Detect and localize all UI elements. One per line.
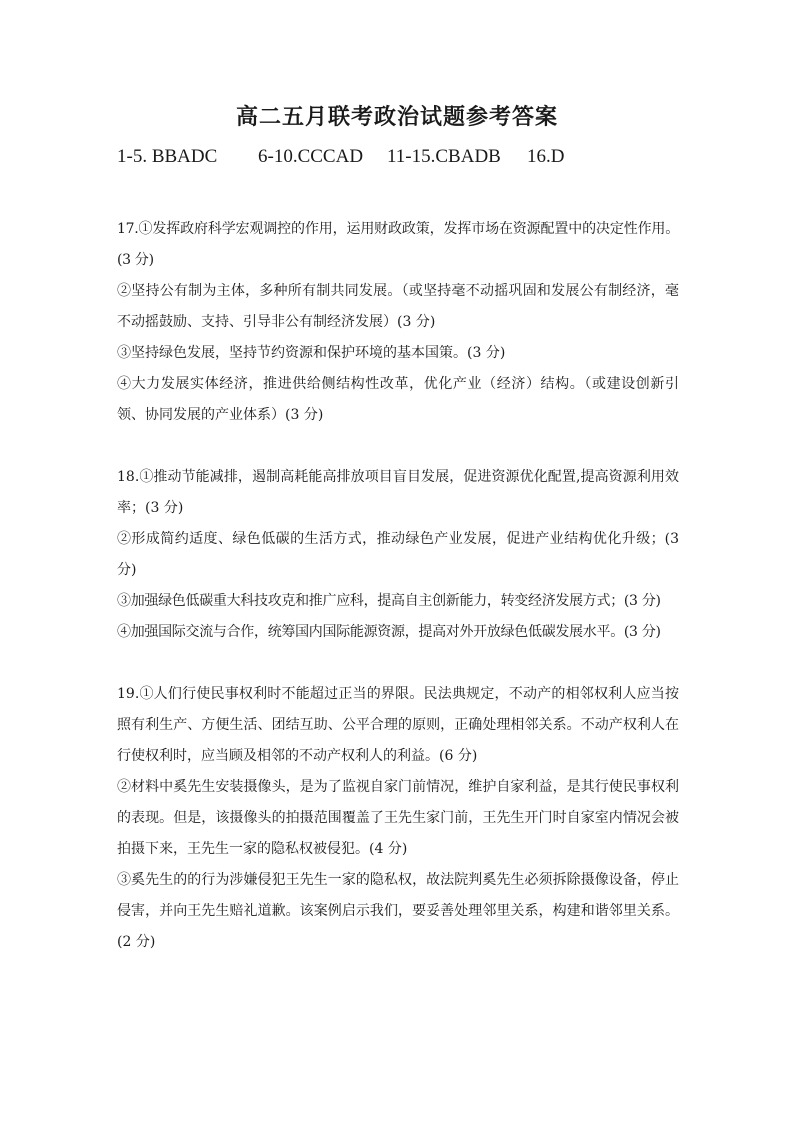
q18-point-3: ③加强绿色低碳重大科技攻克和推广应科，提高自主创新能力，转变经济发展方式；(3 分): [117, 593, 661, 609]
q17-point-1: 17.①发挥政府科学宏观调控的作用，运用财政政策，发挥市场在资源配置中的决定性作用。(3 分): [117, 221, 679, 268]
question-18-answer: [117, 462, 679, 648]
q17-point-4: ④大力发展实体经济，推进供给侧结构性改革，优化产业（经济）结构。（或建设创新引领、协同发展的产业体系）(3 分): [117, 376, 679, 423]
q19-point-1: 19.①人们行使民事权利时不能超过正当的界限。民法典规定，不动产的相邻权利人应当按照有利生产、方便生活、团结互助、公平合理的原则，正确处理相邻关系。不动产权利人在行使权利时，应当顾及相邻的不动产权利人的利益。(6 分): [117, 686, 679, 764]
q18-point-2: ②形成简约适度、绿色低碳的生活方式，推动绿色产业发展，促进产业结构优化升级；(3 分): [117, 531, 679, 578]
choice-group-1-5: 1-5. BBADC: [117, 146, 218, 167]
choice-group-16: 16.D: [527, 146, 565, 167]
q19-point-2: ②材料中奚先生安装摄像头，是为了监视自家门前情况，维护自家利益，是其行使民事权利的表现。但是，该摄像头的拍摄范围覆盖了王先生家门前，王先生开门时自家室内情况会被拍摄下来，王先生一家的隐私权被侵犯。(4 分): [117, 779, 679, 857]
question-17-answer: [117, 214, 679, 431]
q18-point-4: ④加强国际交流与合作，统筹国内国际能源资源，提高对外开放绿色低碳发展水平。(3 分): [117, 624, 661, 640]
q19-point-3: ③奚先生的的行为涉嫌侵犯王先生一家的隐私权，故法院判奚先生必须拆除摄像设备，停止侵害，并向王先生赔礼道歉。该案例启示我们，要妥善处理邻里关系，构建和谐邻里关系。(2 分): [117, 872, 679, 950]
page-title: 高二五月联考政治试题参考答案: [235, 104, 558, 130]
choice-group-11-15: 11-15.CBADB: [387, 146, 501, 167]
q17-point-2: ②坚持公有制为主体，多种所有制共同发展。（或坚持毫不动摇巩固和发展公有制经济，毫不动摇鼓励、支持、引导非公有制经济发展）(3 分): [117, 283, 679, 330]
question-19-answer: [117, 679, 679, 958]
q18-point-1: 18.①推动节能减排，遏制高耗能高排放项目盲目发展，促进资源优化配置,提高资源利用效率；(3 分): [117, 469, 679, 516]
q17-point-3: ③坚持绿色发展，坚持节约资源和保护环境的基本国策。(3 分): [117, 345, 506, 361]
choice-group-6-10: 6-10.CCCAD: [258, 146, 364, 167]
